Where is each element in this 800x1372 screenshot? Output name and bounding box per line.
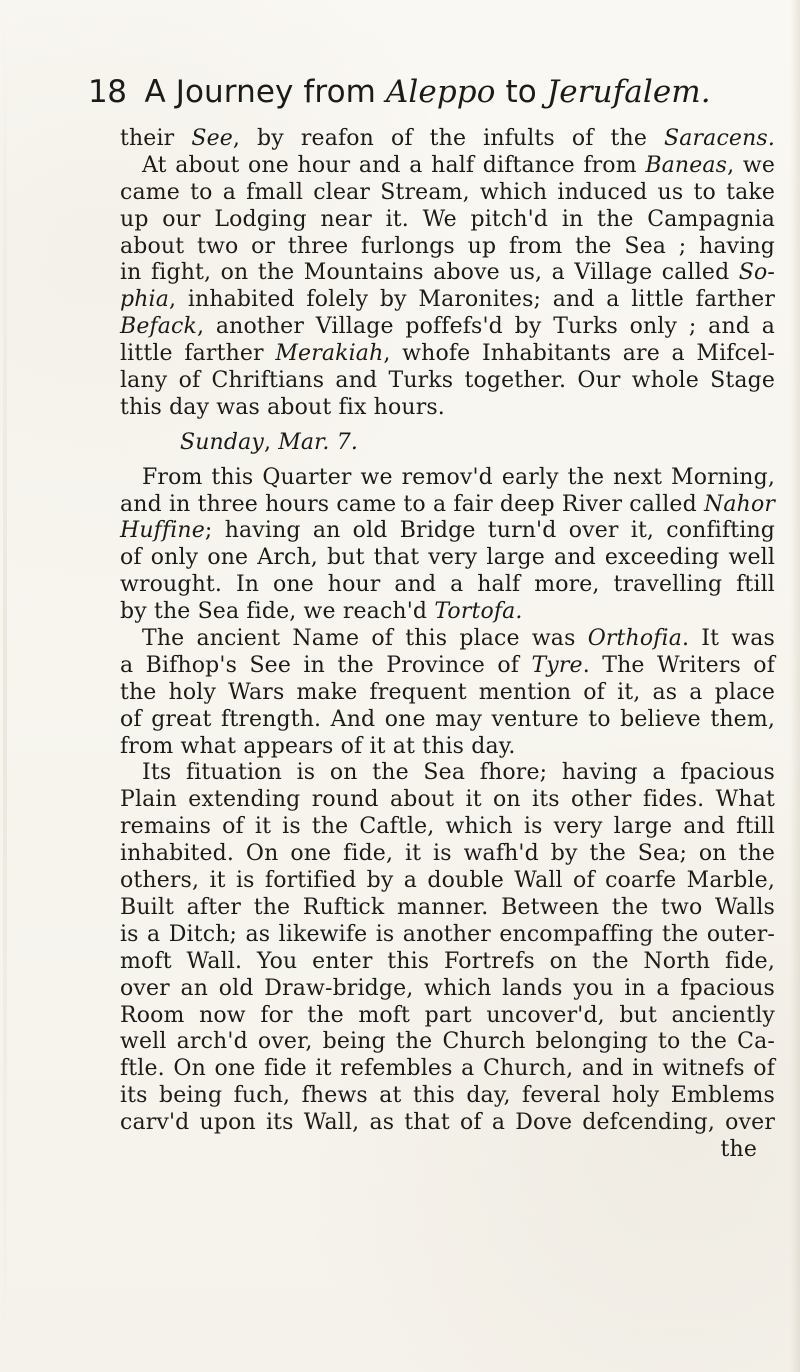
text-line-9 bbox=[120, 341, 775, 368]
text-line-6 bbox=[120, 260, 775, 287]
running-title-place-1: Aleppo bbox=[385, 74, 496, 110]
text-fragment: . It was bbox=[682, 626, 775, 652]
italic-term: Merakiah bbox=[275, 341, 384, 367]
text-fragment: little farther bbox=[120, 341, 276, 367]
text-line-21: of great ftrength. And one may venture to believe them, bbox=[120, 706, 775, 732]
text-line-35: its being fuch, fhews at this day, feveral holy Emblems bbox=[120, 1083, 775, 1109]
text-line-10: lany of Chriftians and Turks together. Our whole Stage bbox=[120, 368, 775, 394]
body-text bbox=[120, 126, 775, 1346]
heading-date: Mar. 7. bbox=[278, 429, 359, 455]
text-line-18 bbox=[120, 626, 775, 653]
text-line-3: came to a fmall clear Stream, which induced us to take bbox=[120, 179, 775, 205]
text-line-14 bbox=[120, 518, 775, 545]
text-line-31: over an old Draw-bridge, which lands you in a fpacious bbox=[120, 975, 775, 1001]
running-title-mid: to bbox=[495, 74, 547, 110]
running-title-place-2: Jerufalem. bbox=[546, 74, 711, 110]
text-line-1 bbox=[120, 126, 775, 153]
text-line-23: Its fituation is on the Sea fhore; having a fpacious bbox=[142, 760, 775, 786]
text-line-26: inhabited. On one fide, it is wafh'd by the Sea; on the bbox=[120, 841, 775, 867]
text-line-25: remains of it is the Caftle, which is very large and ftill bbox=[120, 814, 775, 840]
text-line-16: wrought. In one hour and a half more, travelling ftill bbox=[120, 572, 775, 598]
running-title bbox=[144, 74, 711, 110]
text-fragment: , another Village poffefs'd by Turks only ; and a bbox=[197, 314, 775, 340]
text-line-20: the holy Wars make frequent mention of it, as a place bbox=[120, 679, 775, 705]
text-line-8 bbox=[120, 314, 775, 341]
text-line-15: of only one Arch, but that very large and exceeding well bbox=[120, 545, 775, 571]
italic-term: Saracens. bbox=[664, 126, 775, 151]
text-line-13 bbox=[120, 492, 775, 519]
text-line-7 bbox=[120, 287, 775, 314]
text-line-30: moft Wall. You enter this Fortrefs on the North fide, bbox=[120, 948, 775, 974]
text-fragment: and in three hours came to a fair deep River called bbox=[120, 491, 704, 517]
text-line-2 bbox=[120, 153, 775, 180]
text-line-24: Plain extending round about it on its other fides. What bbox=[120, 787, 775, 813]
italic-term: phia bbox=[120, 287, 170, 313]
italic-term: Tortofa. bbox=[434, 599, 523, 625]
text-line-28: Built after the Ruftick manner. Between the two Walls bbox=[120, 894, 775, 920]
text-line-11: this day was about fix hours. bbox=[120, 394, 445, 420]
text-fragment: The ancient Name of this place was bbox=[142, 626, 588, 652]
text-fragment: At about one hour and a half diftance from bbox=[142, 152, 646, 178]
text-fragment: , whofe Inhabitants are a Mifcel- bbox=[383, 341, 775, 367]
text-line-19 bbox=[120, 653, 775, 680]
text-line-27: others, it is fortified by a double Wall of coarfe Marble, bbox=[120, 868, 775, 894]
heading-day: Sunday bbox=[180, 429, 264, 455]
text-fragment: ; having an old Bridge turn'd over it, confifting bbox=[204, 518, 775, 544]
text-line-29: is a Ditch; as likewife is another encompaffing the outer- bbox=[120, 921, 775, 947]
italic-term: So- bbox=[738, 260, 775, 286]
text-line-33: well arch'd over, being the Church belonging to the Ca- bbox=[120, 1029, 775, 1055]
text-fragment: , we bbox=[727, 152, 775, 178]
text-line-17 bbox=[120, 599, 775, 626]
text-fragment: a Bifhop's See in the Province of bbox=[120, 652, 532, 678]
text-fragment: in fight, on the Mountains above us, a Village called bbox=[120, 260, 739, 286]
italic-term: Befack bbox=[120, 314, 197, 340]
text-line-37: the bbox=[720, 1136, 757, 1162]
text-line-4: up our Lodging near it. We pitch'd in the Campagnia bbox=[120, 206, 775, 232]
italic-term: Orthofia bbox=[587, 626, 682, 652]
italic-term: Nahor bbox=[703, 491, 776, 517]
text-fragment: their bbox=[120, 126, 192, 151]
text-fragment: by the Sea fide, we reach'd bbox=[120, 599, 435, 625]
italic-term: Baneas bbox=[645, 152, 728, 178]
text-fragment: . The Writers of bbox=[582, 652, 775, 678]
text-line-36: carv'd upon its Wall, as that of a Dove defcending, over bbox=[120, 1110, 775, 1136]
italic-term: Huffine bbox=[120, 518, 205, 544]
italic-term: See bbox=[191, 126, 233, 151]
page-edge-shadow bbox=[790, 0, 800, 1372]
heading-separator: , bbox=[263, 429, 279, 455]
running-title-prefix: A Journey from bbox=[144, 74, 386, 110]
text-line-34: ftle. On one fide it refembles a Church, and in witnefs of bbox=[120, 1056, 775, 1082]
text-line-12: From this Quarter we remov'd early the next Morning, bbox=[142, 464, 775, 490]
page-number: 18 bbox=[88, 74, 127, 110]
text-line-22: from what appears of it at this day. bbox=[120, 733, 516, 759]
date-heading bbox=[120, 430, 775, 457]
page-margin-shadow bbox=[3, 0, 7, 1372]
page-header bbox=[88, 74, 778, 117]
text-fragment: , inhabited folely by Maronites; and a little farther bbox=[169, 287, 775, 313]
italic-term: Tyre bbox=[531, 652, 583, 678]
text-fragment: , by reafon of the infults of the bbox=[232, 126, 665, 151]
text-line-5: about two or three furlongs up from the Sea ; having bbox=[120, 233, 775, 259]
text-line-32: Room now for the moft part uncover'd, but anciently bbox=[120, 1002, 775, 1028]
